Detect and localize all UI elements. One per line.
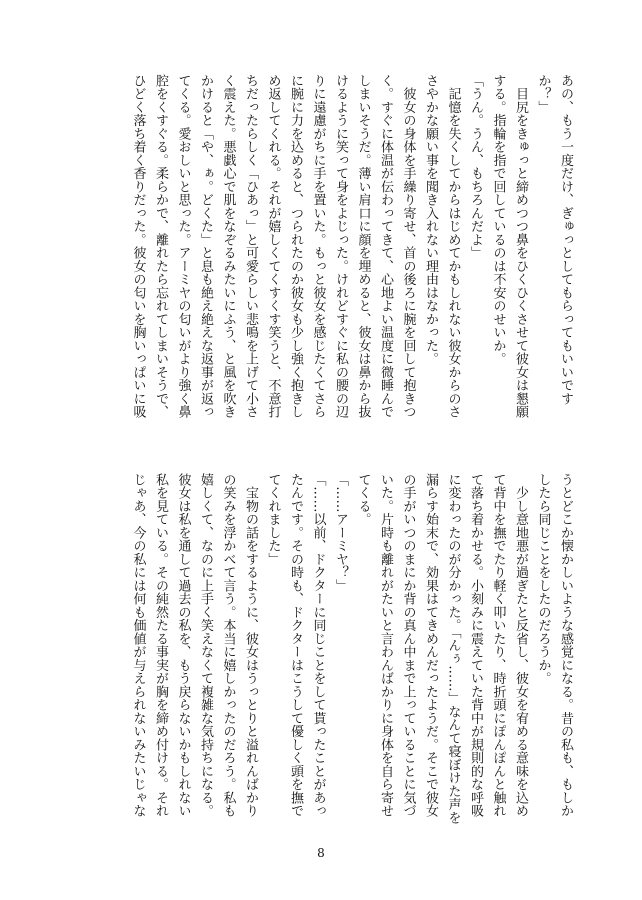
text-line: あの、もう一度だけ、ぎゅっとしてもらってもいいです — [558, 74, 573, 406]
text-line: たんです。その時も、ドクターはこうして優しく頭を撫で — [288, 473, 303, 818]
text-line: りに遠慮がちに手を置いた。もっと彼女を感じたくてさら — [310, 74, 326, 419]
text-line: いた。片時も離れがたいと言わんばかりに身体を自ら寄せ — [378, 473, 393, 818]
text-line: の手がいつのまにか背の真ん中まで上っていることに気づ — [400, 473, 416, 818]
text-line: 「……アーミヤ？」 — [333, 473, 348, 593]
text-line: てくれました」 — [265, 473, 281, 566]
text-line: けるように笑って身をよじった。けれどすぐに私の腰の辺 — [333, 74, 348, 419]
text-line: しまいそうだ。薄い肩口に顔を埋めると、彼女は鼻から抜 — [355, 74, 371, 419]
text-line: て落ち着かせる。小刻みに震えていた背中が規則的な呼吸 — [468, 473, 483, 818]
text-line: 「うん。うん、もちろんだよ」 — [468, 74, 483, 260]
text-line: てくる。 — [355, 473, 371, 526]
text-line: 少し意地悪が過ぎたと反省し、彼女を宥める意味を込め — [513, 473, 528, 818]
text-line: うとどこか懐かしいような感覚になる。昔の私も、もしか — [558, 473, 573, 818]
text-line: したら同じことをしたのだろうか。 — [535, 473, 551, 685]
lower-text-block — [126, 473, 576, 825]
text-line: ひどく落ち着く香りだった。彼女の匂いを胸いっぱいに吸 — [130, 74, 146, 419]
text-line: 彼女の身体を手繰り寄せ、首の後ろに腕を回して抱きつ — [400, 74, 416, 419]
text-line: に変わったのが分かった。「んぅ……」なんて寝ぼけた声を — [445, 473, 461, 825]
text-line: く震えた。悪戯心で肌をなぞるみたいにふう、と風を吹き — [220, 74, 236, 419]
text-line: 嬉しくて、なのに上手く笑えなくて複雑な気持ちになる。 — [198, 473, 213, 818]
text-line: 宝物の話をするように、彼女はうっとりと溢れんばかり — [243, 473, 258, 818]
upper-text-block — [126, 74, 576, 419]
text-line: に腕に力を込めると、つられたのか彼女も少し強く抱きし — [288, 74, 303, 419]
page-number: 8 — [317, 846, 325, 860]
text-line: する。指輪を指で回しているのは不安のせいか。 — [490, 74, 506, 366]
text-line: かけると「や、ぁ。どくた」と息も絶え絶えな返事が返っ — [198, 74, 213, 419]
text-line: ちだったらしく「ひあっ」と可愛らしい悲鳴を上げて小さ — [243, 74, 258, 419]
text-line: じゃあ、今の私には何も価値が与えられないみたいじゃな — [130, 473, 146, 818]
text-line: てくる。愛おしいと思った。アーミヤの匂いがより強く鼻 — [175, 74, 191, 419]
text-line: 漏らす始末で、効果はてきめんだったようだ。そこで彼女 — [423, 473, 438, 818]
text-line: 私を見ている。その純然たる事実が胸を締め付ける。それ — [153, 473, 168, 818]
text-line: め返してくれる。それが嬉しくてくすくす笑うと、不意打 — [265, 74, 281, 419]
text-line: て背中を撫でたり軽く叩いたり、時折頭にぽんぽんと触れ — [490, 473, 506, 818]
text-line: 目尻をきゅっと締めつつ鼻をひくひくさせて彼女は懇願 — [513, 74, 528, 419]
text-line: 腔をくすぐる。柔らかで、離れたら忘れてしまいそうで、 — [153, 74, 168, 419]
text-line: の笑みを浮かべて言う。本当に嬉しかったのだろう。私も — [220, 473, 236, 818]
text-line: 彼女は私を通して過去の私を、もう戻らないかもしれない — [175, 473, 191, 818]
text-line: く。すぐに体温が伝わってきて、心地よい温度に微睡んで — [378, 74, 393, 419]
text-line: 記憶を失くしてからはじめてかもしれない彼女からのさ — [445, 74, 461, 419]
text-line: さやかな願い事を聞き入れない理由はなかった。 — [423, 74, 438, 366]
text-line: 「……以前、ドクターに同じことをして貰ったことがあっ — [310, 473, 326, 818]
text-line: か？」 — [535, 74, 551, 114]
